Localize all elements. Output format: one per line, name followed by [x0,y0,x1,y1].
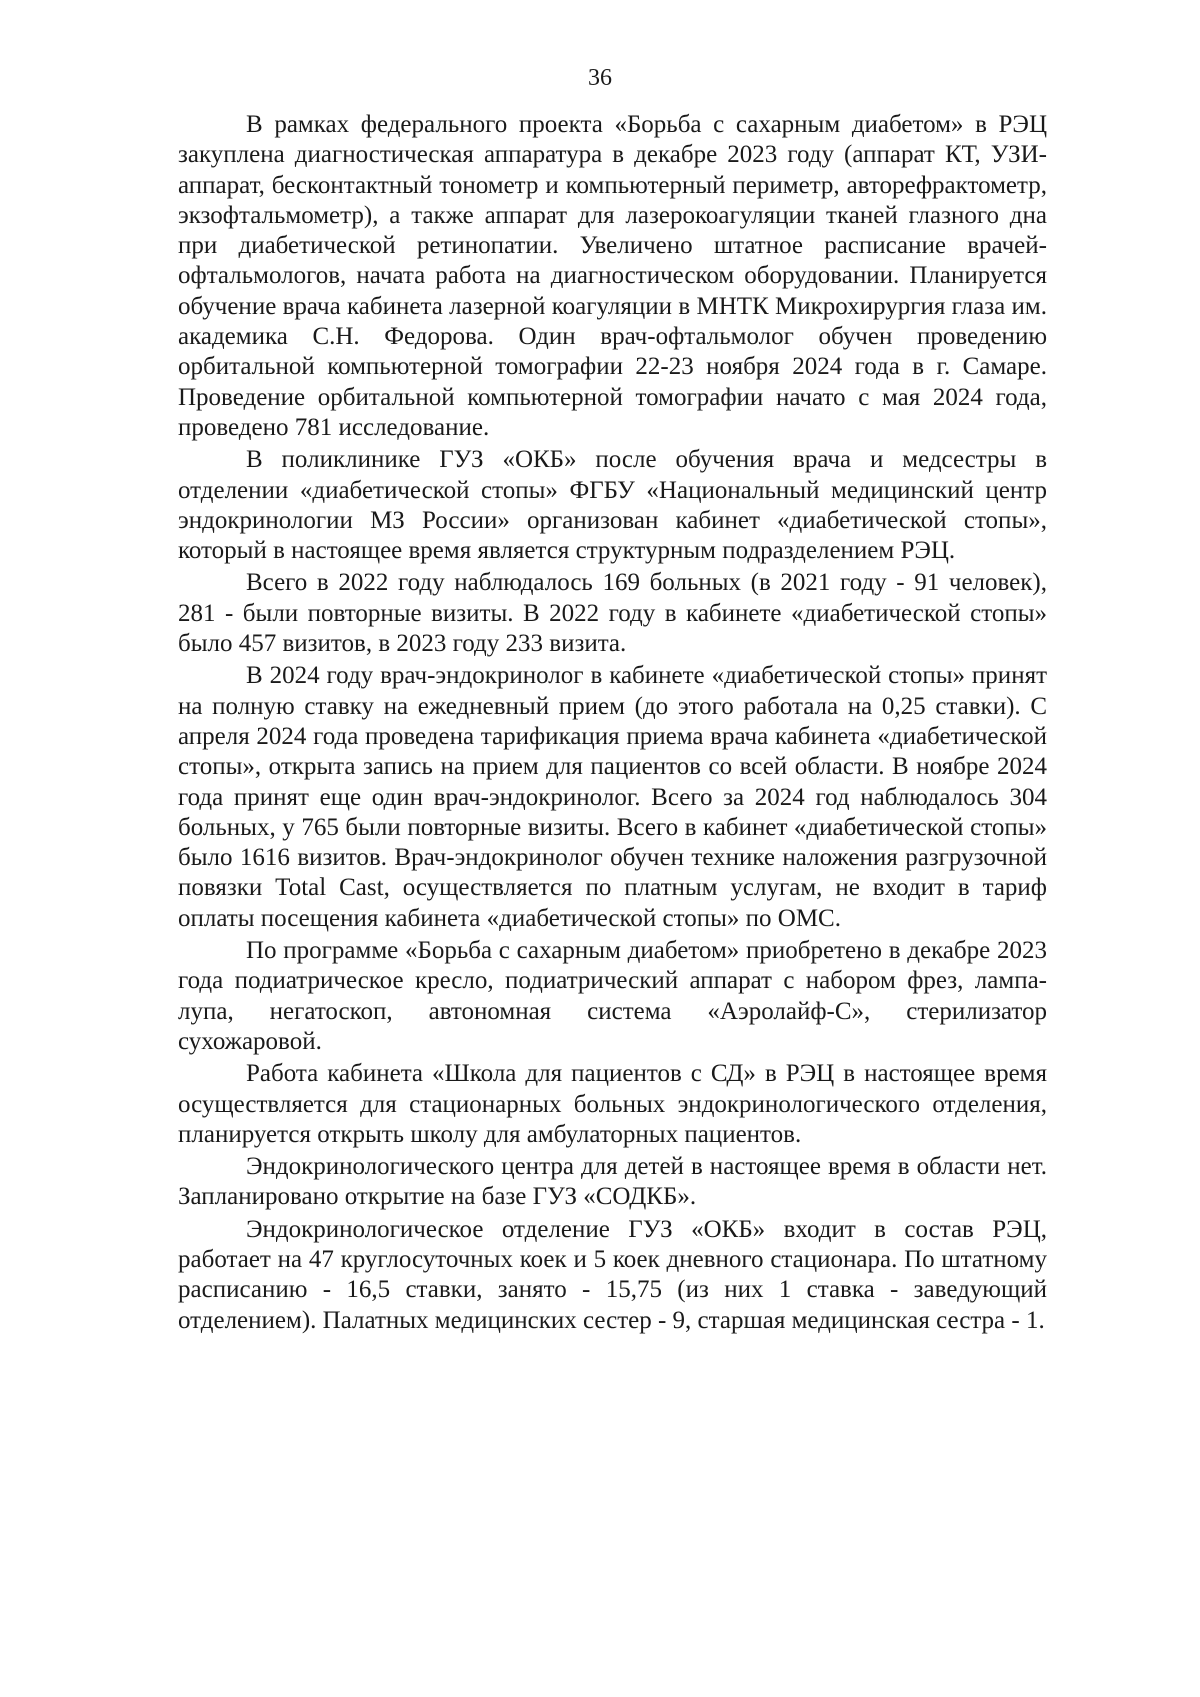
paragraph-podiatry-equipment: По программе «Борьба с сахарным диабетом» приобретено в декабре 2023 года подиатрическое кресло, подиатрический аппарат с набором фрез, лампа-лупа, негатоскоп, автономная система «Аэролайф-С», стерилизатор сухожаровой. [178,937,1047,1055]
paragraph-2024-statistics: В 2024 году врач-эндокринолог в кабинете «диабетической стопы» принят на полную ставку на ежедневный прием (до этого работала на 0,25 ставки). С апреля 2024 года проведена тарификация приема врача кабинета «диабетической стопы», открыта запись на прием для пациентов со всей области. В ноябре 2024 года принят еще один врач-эндокринолог. Всего за 2024 год наблюдалось 304 больных, у 765 были повторные визиты. Всего в кабинет «диабетической стопы» было 1616 визитов. Врач-эндокринолог обучен технике наложения разгрузочной повязки Total Cast, осуществляется по платным услугам, не входит в тариф оплаты посещения кабинета «диабетической стопы» по ОМС. [178,662,1047,932]
paragraph-diabetes-school: Работа кабинета «Школа для пациентов с СД» в РЭЦ в настоящее время осуществляется для стационарных больных эндокринологического отделения, планируется открыть школу для амбулаторных пациентов. [178,1060,1047,1148]
paragraph-endocrinology-department: Эндокринологическое отделение ГУЗ «ОКБ» входит в состав РЭЦ, работает на 47 круглосуточных коек и 5 коек дневного стационара. По штатному расписанию - 16,5 ставки, занято - 15,75 (из них 1 ставка - заведующий отделением). Палатных медицинских сестер - 9, старшая медицинская сестра - 1. [178,1215,1047,1334]
paragraph-ophthalmology-equipment: В рамках федерального проекта «Борьба с сахарным диабетом» в РЭЦ закуплена диагностическая аппаратура в декабре 2023 году (аппарат КТ, УЗИ-аппарат, бесконтактный тонометр и компьютерный периметр, авторефрактометр, экзофтальмометр), а также аппарат для лазерокоагуляции тканей глазного дна при диабетической ретинопатии. Увеличено штатное расписание врачей-офтальмологов, начата работа на диагностическом оборудовании. Планируется обучение врача кабинета лазерной коагуляции в МНТК Микрохирургия глаза им. академика С.Н. Федорова. Один врач-офтальмолог обучен проведению орбитальной компьютерной томографии 22-23 ноября 2024 года в г. Самаре. Проведение орбитальной компьютерной томографии начато с мая 2024 года, проведено 781 исследование. [178,111,1047,441]
page-number: 36 [588,65,612,91]
document-body [178,110,1047,1338]
paragraph-2022-statistics: Всего в 2022 году наблюдалось 169 больных (в 2021 году - 91 человек), 281 - были повторные визиты. В 2022 году в кабинете «диабетической стопы» было 457 визитов, в 2023 году 233 визита. [178,569,1047,658]
paragraph-diabetic-foot-cabinet: В поликлинике ГУЗ «ОКБ» после обучения врача и медсестры в отделении «диабетической стопы» ФГБУ «Национальный медицинский центр эндокринологии МЗ России» организован кабинет «диабетической стопы», который в настоящее время является структурным подразделением РЭЦ. [178,446,1047,565]
paragraph-pediatric-center: Эндокринологического центра для детей в настоящее время в области нет. Запланировано открытие на базе ГУЗ «СОДКБ». [178,1153,1047,1211]
